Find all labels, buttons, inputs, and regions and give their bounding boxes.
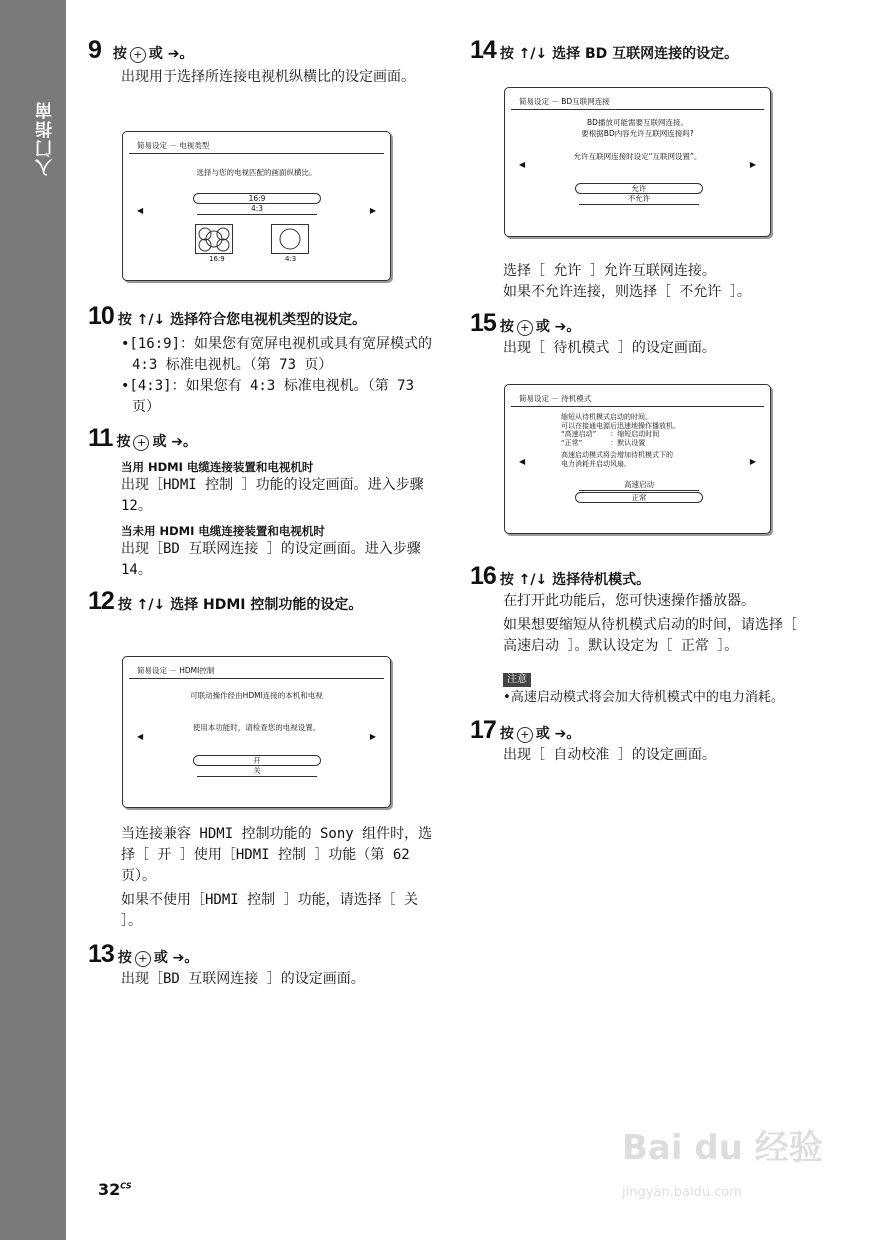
standby-line: 高速启动模式将会增加待机模式下的 — [561, 451, 673, 459]
option-disallow[interactable]: 不允许 — [579, 194, 699, 205]
step-14-head — [470, 36, 815, 65]
step-17-head — [470, 716, 815, 745]
arrow-right-icon: ▶ — [369, 732, 376, 741]
step-16-note: •高速启动模式将会加大待机模式中的电力消耗。 — [503, 690, 784, 705]
step-13-head-tail: 或 ➔。 — [153, 950, 199, 966]
screen-standby-title: 简易设定 － 待机模式 — [519, 394, 592, 403]
step-11-body-2: 出现［BD 互联网连接 ］的设定画面。进入步骤 14。 — [121, 541, 421, 578]
step-14-body-1: 选择［ 允许 ］允许互联网连接。 — [503, 263, 716, 279]
option-16-9[interactable]: 16:9 — [193, 193, 321, 204]
enter-icon: + — [133, 435, 149, 451]
step-13-head — [88, 940, 433, 969]
step-15-number: 15 — [470, 309, 496, 337]
step-9-body: 出现用于选择所连接电视机纵横比的设定画面。 — [121, 69, 415, 85]
enter-icon: + — [517, 727, 533, 743]
option-4-3[interactable]: 4:3 — [197, 204, 317, 215]
sidebar-label: 入门指南 — [36, 100, 56, 176]
step-10-head-text: 按 ↑/↓ 选择符合您电视机类型的设定。 — [117, 312, 367, 328]
step-9-number: 9 — [88, 36, 101, 64]
step-12-body-1: 当连接兼容 HDMI 控制功能的 Sony 组件时，选择［ 开 ］使用［HDMI 控制 ］功能（第 62 页）。 — [121, 826, 433, 884]
standby-line: 电力消耗并启动风扇。 — [561, 459, 631, 468]
screen-hdmi — [122, 656, 391, 808]
watermark-url: jingyan.baidu.com — [622, 1185, 742, 1200]
option-off[interactable]: 关 — [197, 766, 317, 777]
step-9-head-text: 按 — [112, 46, 127, 62]
arrow-right-icon: ▶ — [749, 457, 756, 466]
screen-bd-msg-2: 要根据BD内容允许互联网连接吗? — [581, 129, 694, 138]
standby-line: 缩短从待机模式启动的时间。 — [561, 413, 652, 421]
step-15-head-tail: 或 ➔。 — [535, 319, 581, 335]
screen-aspect-msg: 选择与您的电视匹配的画面纵横比。 — [196, 168, 317, 177]
enter-icon: + — [130, 47, 146, 63]
step-12-body-2: 如果不使用［HDMI 控制 ］功能，请选择［ 关 ］。 — [121, 892, 418, 929]
screen-standby — [504, 384, 771, 534]
step-16-head — [470, 562, 815, 591]
page-number-value: 32 — [98, 1180, 121, 1199]
step-17-number: 17 — [470, 716, 496, 744]
screen-aspect — [122, 131, 391, 281]
screen-bd-msg-1: BD播放可能需要互联网连接。 — [587, 118, 688, 127]
step-10-head — [88, 302, 433, 331]
step-11-head-tail: 或 ➔。 — [152, 434, 198, 450]
widescreen-tv-icon — [195, 224, 233, 254]
page-number-suffix: CS — [120, 1181, 132, 1191]
standby-line: “正常” ：默认设置 — [561, 438, 646, 447]
arrow-left-icon: ◀ — [519, 160, 526, 169]
arrow-left-icon: ◀ — [137, 206, 144, 215]
step-12-head-text: 按 ↑/↓ 选择 HDMI 控制功能的设定。 — [117, 597, 363, 613]
sidebar — [0, 0, 66, 1240]
step-13-head-text: 按 — [117, 950, 132, 966]
option-on[interactable]: 开 — [193, 755, 321, 766]
screen-bd-msg-3: 允许互联网连接时设定“互联网设置”。 — [573, 152, 702, 161]
left-column-lower — [88, 302, 433, 616]
right-column — [470, 36, 815, 65]
step-10-number: 10 — [88, 302, 114, 330]
step-17-head-tail: 或 ➔。 — [535, 726, 581, 742]
step-11-number: 11 — [88, 424, 113, 452]
enter-icon: + — [517, 320, 533, 336]
option-allow[interactable]: 允许 — [575, 183, 703, 194]
screen-hdmi-title: 简易设定 － HDMI控制 — [137, 666, 215, 675]
left-column — [88, 36, 433, 88]
arrow-left-icon: ◀ — [519, 457, 526, 466]
screen-bd-title: 简易设定 － BD互联网连接 — [519, 97, 610, 106]
step-16-number: 16 — [470, 562, 496, 590]
step-16-body-1: 在打开此功能后，您可快速操作播放器。 — [503, 593, 755, 609]
enter-icon: + — [135, 951, 151, 967]
step-12-head — [88, 587, 433, 616]
standby-line: 可以在接通电源后迅速地操作播放机。 — [561, 421, 680, 430]
step-14-head-text: 按 ↑/↓ 选择 BD 互联网连接的设定。 — [499, 46, 739, 62]
step-16-head-text: 按 ↑/↓ 选择待机模式。 — [499, 572, 651, 588]
step-11-sub-2: 当未用 HDMI 电缆连接装置和电视机时 — [121, 524, 325, 538]
step-11-body-1: 出现［HDMI 控制 ］功能的设定画面。进入步骤 12。 — [121, 477, 424, 514]
arrow-right-icon: ▶ — [369, 206, 376, 215]
note-badge: 注意 — [503, 673, 531, 687]
option-normal[interactable]: 正常 — [575, 492, 703, 503]
arrow-left-icon: ◀ — [137, 732, 144, 741]
screen-aspect-title: 简易设定 － 电视类型 — [137, 141, 210, 150]
step-14-body-2: 如果不允许连接，则选择［ 不允许 ］。 — [503, 284, 751, 300]
step-10-bullet-2: •[4:3]：如果您有 4:3 标准电视机。（第 73 页） — [121, 378, 415, 415]
page-number — [98, 1180, 132, 1199]
step-11-sub-1: 当用 HDMI 电缆连接装置和电视机时 — [121, 460, 314, 474]
option-fast-start[interactable]: 高速启动 — [579, 480, 699, 491]
step-17-body: 出现［ 自动校准 ］的设定画面。 — [503, 747, 716, 763]
step-13-body: 出现［BD 互联网连接 ］的设定画面。 — [121, 971, 365, 987]
standby-line: “高速启动” ：缩短启动时间 — [561, 430, 660, 438]
step-10-bullet-1: •[16:9]：如果您有宽屏电视机或具有宽屏模式的 4:3 标准电视机。（第 73 页） — [121, 336, 432, 373]
screen-standby-text — [561, 413, 680, 468]
screen-hdmi-msg-2: 使用本功能时，请检查您的电视设置。 — [192, 723, 321, 732]
step-14-number: 14 — [470, 36, 496, 64]
step-11-head — [88, 424, 433, 453]
step-15-head — [470, 309, 815, 338]
step-11-head-text: 按 — [116, 434, 131, 450]
step-13-number: 13 — [88, 940, 114, 968]
step-12-number: 12 — [88, 587, 114, 615]
step-17-head-text: 按 — [499, 726, 514, 742]
step-9-head — [88, 36, 433, 65]
right-column-mid — [470, 261, 815, 359]
standard-tv-icon — [271, 224, 309, 254]
pic-16-9-label: 16:9 — [209, 255, 225, 263]
step-15-head-text: 按 — [499, 319, 514, 335]
step-15-body: 出现［ 待机模式 ］的设定画面。 — [503, 340, 716, 356]
watermark-logo: Bai du 经验 — [622, 1128, 823, 1168]
screen-bd — [504, 87, 771, 237]
step-9-head-tail: 或 ➔。 — [148, 46, 194, 62]
right-column-lower — [470, 562, 815, 766]
arrow-right-icon: ▶ — [749, 160, 756, 169]
screen-hdmi-msg-1: 可联动操作经由HDMI连接的本机和电视 — [190, 691, 323, 700]
left-column-bottom — [88, 824, 433, 990]
pic-4-3-label: 4:3 — [285, 255, 297, 263]
step-16-body-2: 如果想要缩短从待机模式启动的时间，请选择［ 高速启动 ］。默认设定为［ 正常 ］。 — [503, 617, 797, 654]
